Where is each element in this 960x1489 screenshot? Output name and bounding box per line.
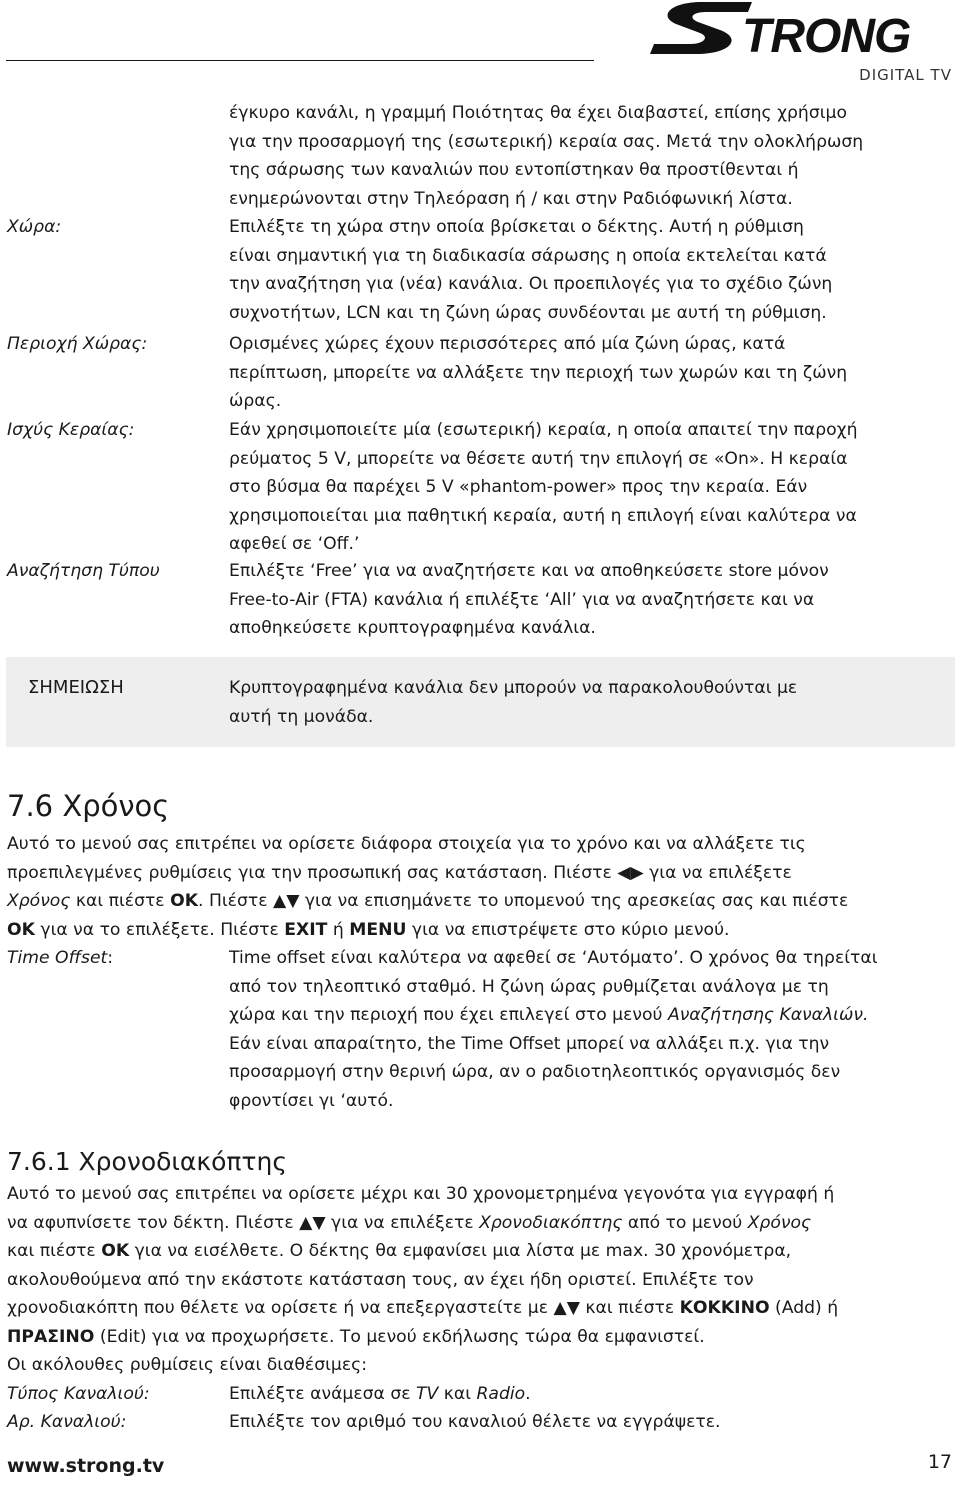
setting-line: Επιλέξτε τον αριθμό του καναλιού θέλετε να εγγράψετε. bbox=[229, 1412, 721, 1432]
up-down-arrows-icon: ▲▼ bbox=[299, 1212, 326, 1233]
setting-line: Επιλέξτε ανάμεσα σε TV και Radio. bbox=[229, 1384, 531, 1404]
intro-line: έγκυρο κανάλι, η γραμμή Ποιότητας θα έχει διαβαστεί, επίσης χρήσιμο bbox=[229, 103, 847, 123]
footer-url: www.strong.tv bbox=[7, 1455, 165, 1477]
note-label: ΣΗΜΕΙΩΣΗ bbox=[28, 677, 124, 698]
setting-line: ρεύματος 5 V, μπορείτε να θέσετε αυτή την επιλογή σε «On». Η κεραία bbox=[229, 448, 848, 469]
intro-line: για την προσαρμογή της (εσωτερική) κεραία σας. Μετά την ολοκλήρωση bbox=[229, 131, 864, 152]
setting-line: είναι σημαντική για τη διαδικασία σάρωσης η οποία εκτελείται κατά bbox=[229, 245, 827, 266]
paragraph-line: προεπιλεγμένες ρυθμίσεις για την προσωπική σας κατάσταση. Πιέστε ◀▶ για να επιλέξετε bbox=[7, 862, 792, 883]
strong-logo bbox=[650, 0, 955, 60]
setting-line: χώρα και την περιοχή που έχει επιλεγεί στο μενού Αναζήτησης Καναλιών. bbox=[229, 1005, 869, 1025]
intro-line: ενημερώνονται στην Τηλεόραση ή / και στην Ραδιόφωνική λίστα. bbox=[229, 188, 793, 209]
setting-label: Αρ. Καναλιού: bbox=[7, 1412, 127, 1432]
setting-line: Επιλέξτε ‘Free’ για να αναζητήσετε και να αποθηκεύσετε store μόνον bbox=[229, 561, 829, 581]
paragraph-line: χρονοδιακόπτη που θέλετε να ορίσετε ή να επεξεργαστείτε με ▲▼ και πιέστε ΚΟΚΚΙΝΟ (Add) ή bbox=[7, 1298, 839, 1318]
setting-line: φροντίσει γι ‘αυτό. bbox=[229, 1090, 394, 1111]
paragraph-line: και πιέστε OK για να εισέλθετε. Ο δέκτης θα εμφανίσει μια λίστα με max. 30 χρονόμετρα, bbox=[7, 1241, 792, 1261]
setting-line: Free-to-Air (FTA) κανάλια ή επιλέξτε ‘All’ για να αναζητήσετε και να bbox=[229, 589, 815, 610]
setting-line: Time offset είναι καλύτερα να αφεθεί σε ‘Αυτόματο’. Ο χρόνος θα τηρείται bbox=[229, 948, 878, 968]
note-box bbox=[6, 657, 955, 747]
setting-line: χρησιμοποιείται μια παθητική κεραία, αυτή η επιλογή είναι καλύτερα να bbox=[229, 505, 857, 526]
note-line: Κρυπτογραφημένα κανάλια δεν μπορούν να παρακολουθούνται με bbox=[229, 678, 798, 698]
section-time-intro bbox=[7, 830, 953, 944]
setting-line: την αναζήτηση για (νέα) κανάλια. Οι προεπιλογές για το σχέδιο ζώνη bbox=[229, 274, 833, 294]
intro-line: της σάρωσης των καναλιών που εντοπίστηκαν θα προστίθενται ή bbox=[229, 160, 799, 180]
left-right-arrows-icon: ◀▶ bbox=[617, 862, 644, 883]
setting-label: Χώρα: bbox=[7, 217, 62, 237]
paragraph-line: να αφυπνίσετε τον δέκτη. Πιέστε ▲▼ για να επιλέξετε Χρονοδιακόπτης από το μενού Χρόνος bbox=[7, 1212, 812, 1233]
note-line: αυτή τη μονάδα. bbox=[229, 706, 374, 727]
paragraph-line: ακολουθούμενα από την εκάστοτε κατάσταση τους, αν έχει ήδη οριστεί. Επιλέξτε τον bbox=[7, 1269, 754, 1290]
digital-tv-tagline: DIGITAL TV bbox=[859, 66, 952, 84]
paragraph-line: Αυτό το μενού σας επιτρέπει να ορίσετε μέχρι και 30 χρονομετρημένα γεγονότα για εγγραφή ή bbox=[7, 1184, 835, 1204]
up-down-arrows-icon: ▲▼ bbox=[272, 891, 300, 911]
paragraph-line: Αυτό το μενού σας επιτρέπει να ορίσετε διάφορα στοιχεία για το χρόνο και να αλλάξετε τις bbox=[7, 834, 806, 854]
paragraph-line: OK για να το επιλέξετε. Πιέστε EXIT ή MENU για να επιστρέψετε στο κύριο μενού. bbox=[7, 919, 730, 940]
setting-line: από τον τηλεοπτικό σταθμό. Η ζώνη ώρας ρυθμίζεται ανάλογα με τη bbox=[229, 976, 829, 997]
logo-wordmark: TRONG bbox=[742, 10, 911, 60]
setting-line: στο βύσμα θα παρέχει 5 V «phantom-power» προς την κεραία. Εάν bbox=[229, 477, 808, 497]
paragraph-line: Χρόνος και πιέστε OK. Πιέστε ▲▼ για να επισημάνετε το υπομενού της αρεσκείας σας και πιέστε bbox=[7, 891, 849, 911]
setting-line: Ορισμένες χώρες έχουν περισσότερες από μία ζώνη ώρας, κατά bbox=[229, 334, 786, 354]
paragraph-line: Οι ακόλουθες ρυθμίσεις είναι διαθέσιμες: bbox=[7, 1355, 368, 1375]
setting-label: Αναζήτηση Τύπου bbox=[7, 561, 160, 581]
setting-line: Εάν είναι απαραίτητο, the Time Offset μπορεί να αλλάξει π.χ. για την bbox=[229, 1033, 830, 1054]
page-number: 17 bbox=[927, 1451, 952, 1473]
setting-line: αφεθεί σε ‘Off.’ bbox=[229, 534, 360, 554]
setting-line: περίπτωση, μπορείτε να αλλάξετε την περιοχή των χωρών και τη ζώνη bbox=[229, 362, 848, 383]
setting-line: Εάν χρησιμοποιείτε μία (εσωτερική) κεραία, η οποία απαιτεί την παροχή bbox=[229, 420, 858, 440]
setting-label: Time Offset: bbox=[7, 948, 114, 968]
setting-line: προσαρμογή στην θερινή ώρα, αν ο ραδιοτηλεοπτικός οργανισμός δεν bbox=[229, 1062, 841, 1082]
setting-line: συχνοτήτων, LCN και τη ζώνη ώρας συνδέονται με αυτή τη ρύθμιση. bbox=[229, 302, 827, 323]
setting-line: αποθηκεύσετε κρυπτογραφημένα κανάλια. bbox=[229, 618, 596, 638]
section-title-time: 7.6 Χρόνος bbox=[7, 789, 170, 823]
paragraph-line: ΠΡΑΣΙΝΟ (Edit) για να προχωρήσετε. Το μενού εκδήλωσης τώρα θα εμφανιστεί. bbox=[7, 1326, 705, 1347]
section-title-timer: 7.6.1 Χρονοδιακόπτης bbox=[7, 1147, 287, 1176]
header-rule bbox=[6, 60, 594, 61]
setting-label: Τύπος Καναλιού: bbox=[7, 1384, 150, 1404]
up-down-arrows-icon: ▲▼ bbox=[553, 1298, 580, 1318]
setting-label: Ισχύς Κεραίας: bbox=[7, 420, 135, 440]
setting-line: Επιλέξτε τη χώρα στην οποία βρίσκεται ο δέκτης. Αυτή η ρύθμιση bbox=[229, 217, 804, 237]
section-timer-body bbox=[7, 1180, 953, 1380]
setting-label: Περιοχή Χώρας: bbox=[7, 334, 148, 354]
setting-line: ώρας. bbox=[229, 391, 282, 411]
